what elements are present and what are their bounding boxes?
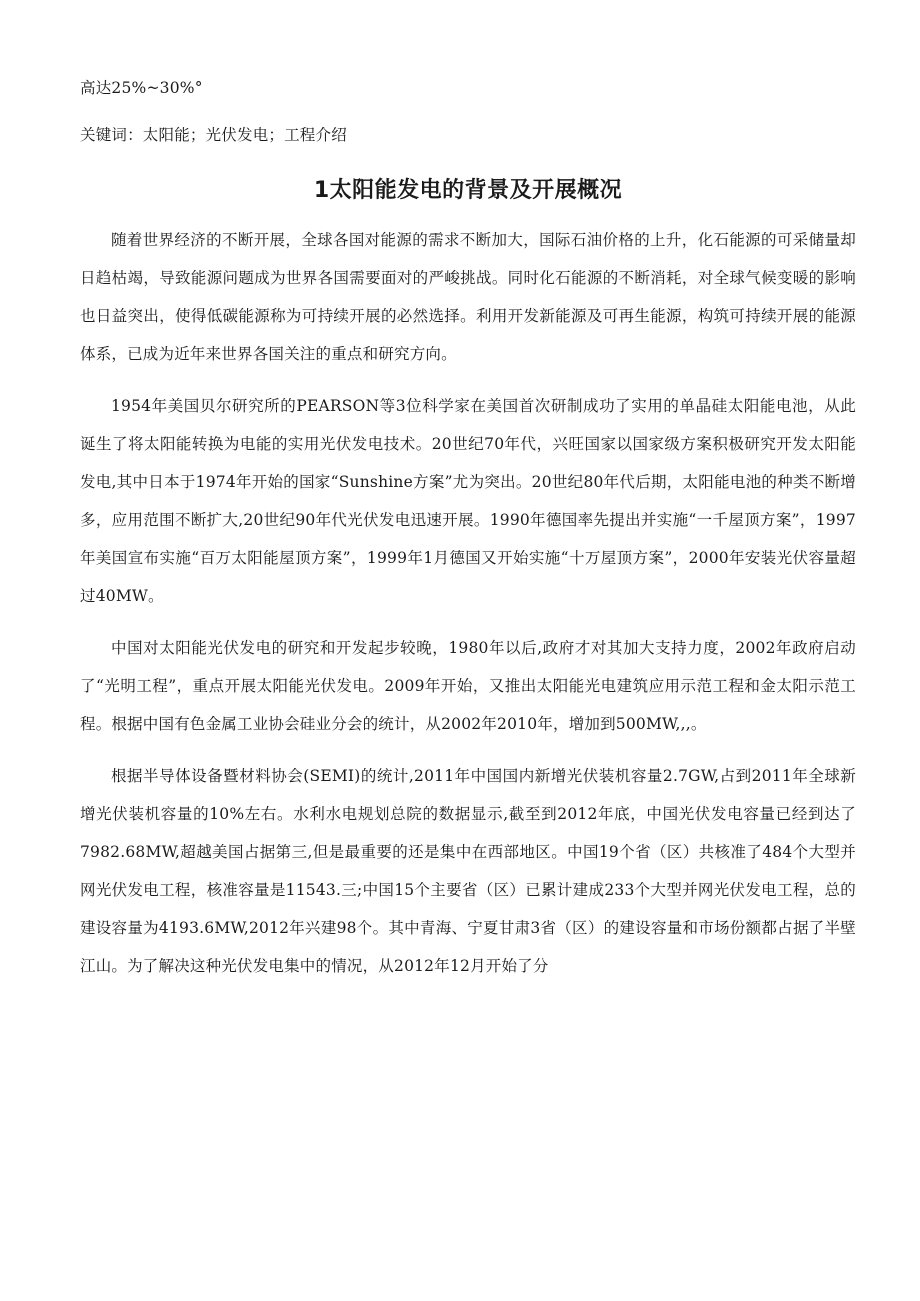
keywords-line: 关键词：太阳能；光伏发电；工程介绍 (80, 126, 347, 144)
paragraph-statistics: 根据半导体设备暨材料协会(SEMI)的统计,2011年中国国内新增光伏装机容量2.7GW,占到2011年全球新增光伏装机容量的10%左右。水利水电规划总院的数据显示,截至到2012年底，中国光伏发电容量已经到达了7982.68MW,超越美国占据第三,但是最重要的还是集中在西部地区。中国19个省（区）共核准了484个大型并网光伏发电工程，核准容量是11543.三;中国15个主要省（区）已累计建成233个大型并网光伏发电工程，总的建设容量为4193.6MW,2012年兴建98个。其中青海、宁夏甘肃3省（区）的建设容量和市场份额都占据了半壁江山。为了解决这种光伏发电集中的情况，从2012年12月开始了分 (80, 767, 856, 975)
paragraph-history-china: 中国对太阳能光伏发电的研究和开发起步较晚，1980年以后,政府才对其加大支持力度，2002年政府启动了“光明工程”，重点开展太阳能光伏发电。2009年开始，又推出太阳能光电建筑应用示范工程和金太阳示范工程。根据中国有色金属工业协会硅业分会的统计，从2002年2010年，增加到500MW,,,。 (80, 639, 856, 733)
paragraph-background: 随着世界经济的不断开展，全球各国对能源的需求不断加大，国际石油价格的上升，化石能源的可采储量却日趋枯竭，导致能源问题成为世界各国需要面对的严峻挑战。同时化石能源的不断消耗，对全球气候变暖的影响也日益突出，使得低碳能源称为可持续开展的必然选择。利用开发新能源及可再生能源，构筑可持续开展的能源体系，已成为近年来世界各国关注的重点和研究方向。 (80, 231, 856, 363)
section-heading: 1太阳能发电的背景及开展概况 (313, 178, 623, 203)
intro-fragment: 高达25%~30%° (80, 79, 203, 97)
paragraph-history-world: 1954年美国贝尔研究所的PEARSON等3位科学家在美国首次研制成功了实用的单晶硅太阳能电池，从此诞生了将太阳能转换为电能的实用光伏发电技术。20世纪70年代，兴旺国家以国家级方案积极研究开发太阳能发电,其中日本于1974年开始的国家“Sunshine方案”尤为突出。20世纪80年代后期，太阳能电池的种类不断增多，应用范围不断扩大,20世纪90年代光伏发电迅速开展。1990年德国率先提出并实施“一千屋顶方案”，1997年美国宣布实施“百万太阳能屋顶方案”，1999年1月德国又开始实施“十万屋顶方案”，2000年安装光伏容量超过40MW。 (80, 397, 856, 605)
